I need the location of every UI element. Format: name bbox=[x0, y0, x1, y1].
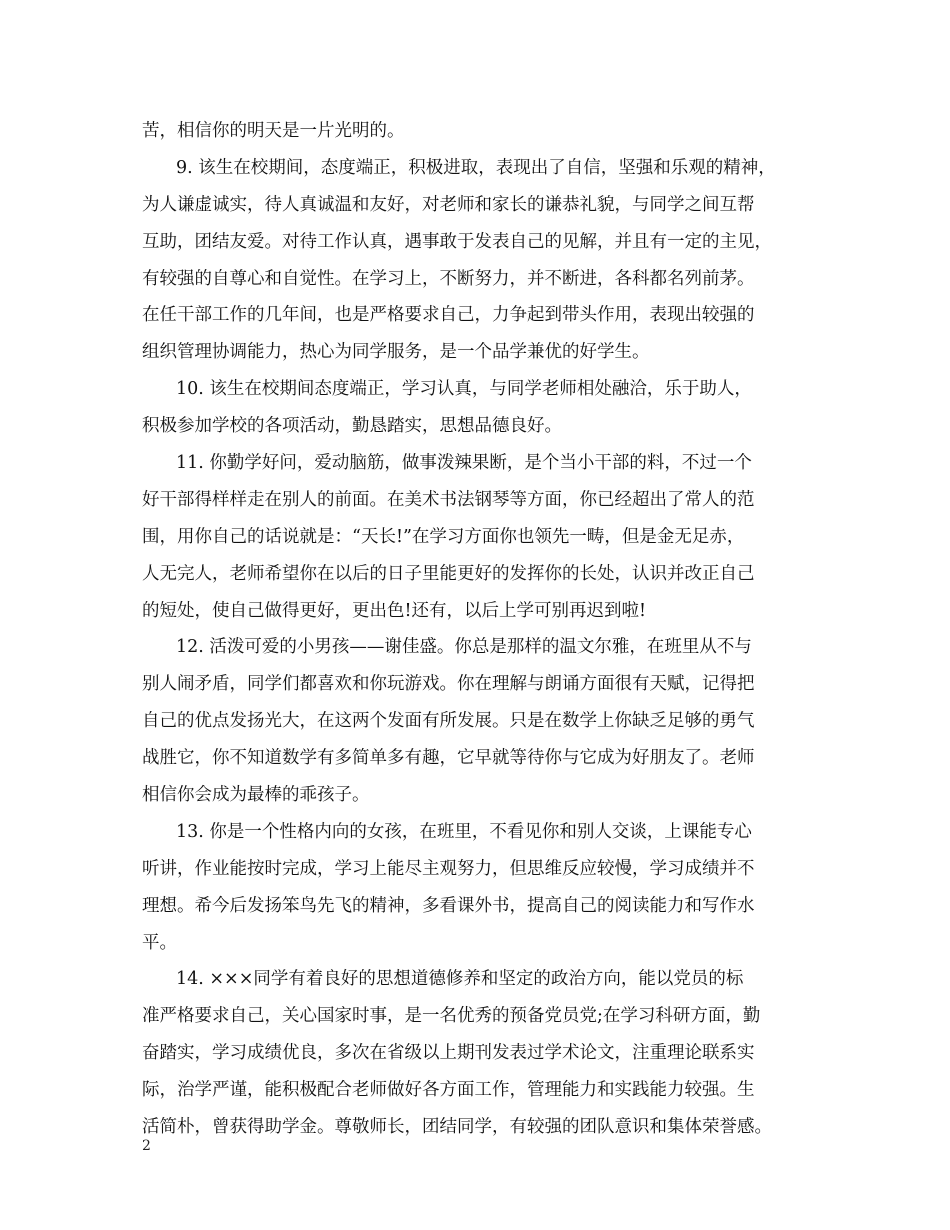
paragraph-12-first-line: 12. 活泼可爱的小男孩——谢佳盛。你总是那样的温文尔雅，在班里从不与 bbox=[176, 637, 752, 658]
text-line: 战胜它，你不知道数学有多简单多有趣，它早就等待你与它成为好朋友了。老师 bbox=[142, 748, 755, 769]
paragraph-14-first-line: 14. ×××同学有着良好的思想道德修养和坚定的政治方向，能以党员的标 bbox=[176, 969, 744, 990]
text-line: 为人谦虚诚实，待人真诚温和友好，对老师和家长的谦恭礼貌，与同学之间互帮 bbox=[142, 194, 755, 215]
paragraph-9-first-line: 9. 该生在校期间，态度端正，积极进取，表现出了自信，坚强和乐观的精神， bbox=[176, 157, 776, 178]
paragraph-13-first-line: 13. 你是一个性格内向的女孩，在班里，不看见你和别人交谈，上课能专心 bbox=[176, 821, 752, 842]
text-line: 平。 bbox=[142, 932, 177, 953]
text-line: 在任干部工作的几年间，也是严格要求自己，力争起到带头作用，表现出较强的 bbox=[142, 305, 755, 326]
text-line: 听讲，作业能按时完成，学习上能尽主观努力，但思维反应较慢，学习成绩并不 bbox=[142, 858, 755, 879]
text-line: 活简朴，曾获得助学金。尊敬师长，团结同学，有较强的团队意识和集体荣誉感。 bbox=[142, 1117, 772, 1138]
paragraph-11-first-line: 11. 你勤学好问，爱动脑筋，做事泼辣果断，是个当小干部的料，不过一个 bbox=[176, 453, 752, 474]
text-line: 的短处，使自己做得更好，更出色!还有，以后上学可别再迟到啦! bbox=[142, 600, 647, 621]
document-body bbox=[142, 113, 832, 1146]
text-line: 好干部得样样走在别人的前面。在美术书法钢琴等方面，你已经超出了常人的范 bbox=[142, 489, 755, 510]
text-line: 准严格要求自己，关心国家时事，是一名优秀的预备党员党;在学习科研方面，勤 bbox=[142, 1006, 761, 1027]
text-line: 围，用你自己的话说就是：“天长!”在学习方面你也领先一畴，但是金无足赤， bbox=[142, 526, 745, 547]
text-line: 自己的优点发扬光大，在这两个发面有所发展。只是在数学上你缺乏足够的勇气 bbox=[142, 711, 755, 732]
text-line: 相信你会成为最棒的乖孩子。 bbox=[142, 785, 370, 806]
text-line: 际，治学严谨，能积极配合老师做好各方面工作，管理能力和实践能力较强。生 bbox=[142, 1080, 755, 1101]
page-number: 2 bbox=[142, 1138, 151, 1154]
text-line: 人无完人，老师希望你在以后的日子里能更好的发挥你的长处，认识并改正自己 bbox=[142, 563, 755, 584]
text-line: 理想。希今后发扬笨鸟先飞的精神，多看课外书，提高自己的阅读能力和写作水 bbox=[142, 895, 755, 916]
paragraph-10-first-line: 10. 该生在校期间态度端正，学习认真，与同学老师相处融洽，乐于助人， bbox=[176, 379, 752, 400]
text-line: 组织管理协调能力，热心为同学服务，是一个品学兼优的好学生。 bbox=[142, 342, 650, 363]
text-line: 别人闹矛盾，同学们都喜欢和你玩游戏。你在理解与朗诵方面很有天赋，记得把 bbox=[142, 674, 755, 695]
text-line: 互助，团结友爱。对待工作认真，遇事敢于发表自己的见解，并且有一定的主见， bbox=[142, 231, 772, 252]
text-line: 奋踏实，学习成绩优良，多次在省级以上期刊发表过学术论文，注重理论联系实 bbox=[142, 1043, 755, 1064]
text-line: 有较强的自尊心和自觉性。在学习上，不断努力，并不断进，各科都名列前茅。 bbox=[142, 268, 755, 289]
text-line: 苦，相信你的明天是一片光明的。 bbox=[142, 121, 405, 141]
text-line: 积极参加学校的各项活动，勤恳踏实，思想品德良好。 bbox=[142, 416, 562, 437]
